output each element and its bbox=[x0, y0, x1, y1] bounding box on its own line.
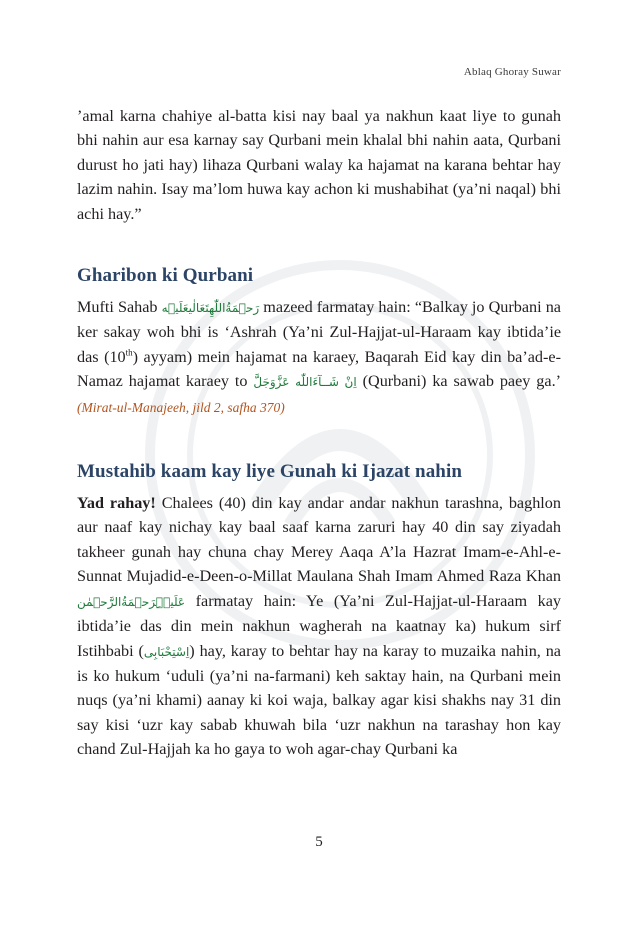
intro-paragraph: ’amal karna chahiye al-batta kisi nay baal ya nakhun kaat liye to gunah bhi nahin aur esa karnay say Qurbani mein khalal bhi nahin aata, Qurbani durust ho jati hay) lihaza Qurbani walay ka hajamat na karana behtar hay lazim nahin. Isay ma’lom huwa kay achon ki mushabihat (ya’ni naqal) bhi achi hay.” bbox=[77, 107, 561, 223]
text-run: ) hay, karay to behtar hay na karay to muzaika nahin, na is ko hukum ‘uduli (ya’ni na-farmani) keh saktay hain, na Qurbani mein nuqs (ya’ni khami) aanay ki koi waja, balkay agar kisi shakhs nay 31 din say kisi ‘uzr kay sabab khuwah bila ‘uzr nakhun na tarashay hon kay chand Zul-Hajjah ka ho gaya to woh agar-chay Qurbani ka bbox=[77, 641, 561, 759]
lead-phrase: Yad rahay! bbox=[77, 494, 156, 513]
text-run: Mufti Sahab bbox=[77, 298, 162, 317]
arabic-insha-allah: اِنْ شَــآءَاللّٰه عَزَّوَجَلَّ bbox=[253, 375, 357, 390]
running-header-title: Ablaq Ghoray Suwar bbox=[463, 66, 561, 78]
gharibon-paragraph bbox=[77, 295, 561, 420]
arabic-honorific: عَلَیۡہِرَحۡمَةُالرَّحۡمٰن bbox=[77, 594, 186, 609]
text-run: (Qurbani) ka sawab paey ga.’ bbox=[356, 372, 562, 391]
arabic-term: اِسْتِحْبَابِی bbox=[143, 644, 190, 659]
text-run: Chalees (40) din kay andar andar nakhun tarashna, baghlon aur naaf kay nichay kay baal saaf karna zaruri hay 40 din say ziyadah takheer gunah hay chuna chay Merey Aaqa A’la Hazrat Imam-e-Ahl-e-Sunnat Mujadid-e-Deen-o-Millat Maulana Shah Imam Ahmed Raza Khan bbox=[77, 494, 561, 586]
text-run: farmatay hain: Ye (Ya’ni Zul-Hajjat-ul-Haraam kay ibtida’ie das din mein nakhun wagherah na kaatnay ka) hukum sirf Istihbabi ( bbox=[77, 591, 561, 660]
arabic-honorific: رَحۡمَةُاللّٰهِتَعَالٰیعَلَیۡه bbox=[161, 301, 260, 316]
superscript: th bbox=[125, 347, 133, 358]
citation-reference: (Mirat-ul-Manajeeh, jild 2, safha 370) bbox=[77, 399, 285, 415]
text-run: ) ayyam) mein hajamat na karaey, Baqarah Eid kay din ba’ad-e-Namaz hajamat karaey to bbox=[77, 347, 561, 391]
mustahib-paragraph bbox=[77, 491, 561, 761]
section-heading-mustahib: Mustahib kaam kay liye Gunah ki Ijazat nahin bbox=[77, 461, 463, 483]
page-number: 5 bbox=[315, 834, 323, 850]
page-body bbox=[77, 104, 561, 762]
section-heading-gharibon: Gharibon ki Qurbani bbox=[77, 265, 254, 287]
text-run: mazeed farmatay hain: “Balkay jo Qurbani na ker sakay woh bhi is ‘Ashrah (Ya’ni Zul-Hajjat-ul-Haraam kay ibtida’ie das (10 bbox=[77, 298, 561, 366]
